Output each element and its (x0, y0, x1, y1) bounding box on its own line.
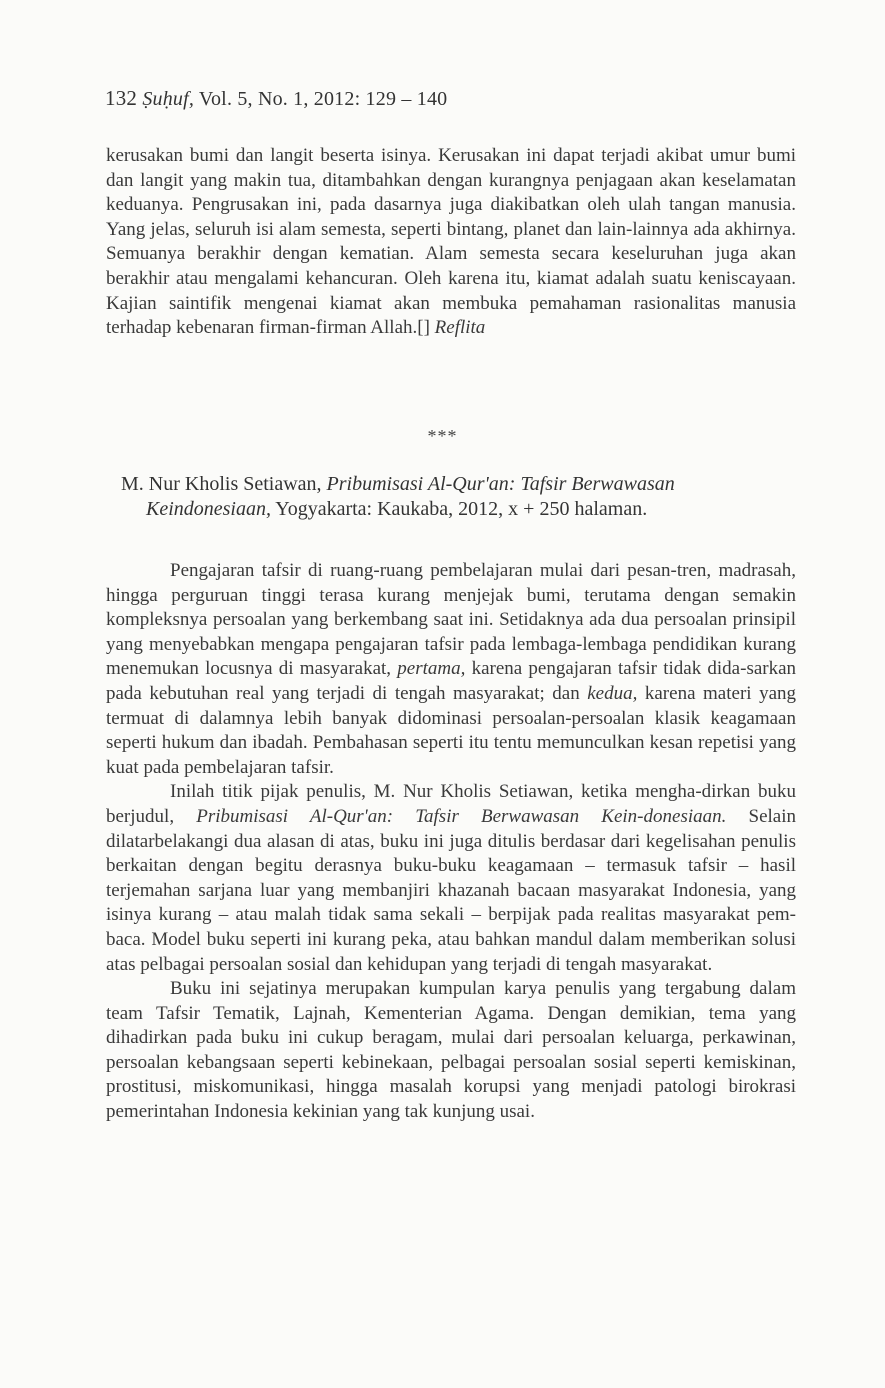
review-p2-text-a: Inilah titik pijak penulis, M. Nur Kholis Setiawan, ketika mengha-dirkan buku berjudul, (106, 781, 796, 827)
continued-paragraph-text: kerusakan bumi dan langit beserta isinya. Kerusakan ini dapat terjadi akibat umur bumi dan langit yang makin tua, ditambahkan dengan kurangnya penjagaan akan keselamatan keduanya. Pengrusakan ini, pada dasarnya juga diakibatkan oleh ulah tangan manusia. Yang jelas, seluruh isi alam semesta, seperti bintang, planet dan lain-lainnya ada akhirnya. Semuanya berakhir dengan kematian. Alam semesta secara keseluruhan juga akan berakhir atau mengalami kehancuran. Oleh karena itu, kiamat adalah suatu keniscayaan. Kajian saintifik mengenai kiamat akan membuka pemahaman rasionalitas manusia terhadap kebenaran firman-firman Allah.[] (106, 145, 796, 339)
volume-info: Vol. 5, No. 1, 2012: 129 – 140 (198, 88, 448, 110)
citation-title: Pribumisasi Al-Qur'an: Tafsir Berwawasan (326, 473, 675, 495)
section-separator: *** (427, 426, 458, 446)
review-p1-kedua: kedua, (587, 682, 638, 704)
review-p1-text-c: karena materi yang termuat di dalamnya lebih banyak didominasi persoalan-persoalan klasik keagamaan seperti hukum dan ibadah. Pembahasan seperti itu tentu memunculkan kesan repetisi yang kuat pada pembelajaran tafsir. (106, 682, 796, 778)
book-review (106, 559, 796, 1125)
review-p2-book-title: Pribumisasi Al-Qur'an: Tafsir Berwawasan Kein-donesiaan. (196, 805, 727, 827)
author-signature: Reflita (434, 317, 486, 339)
review-p1-text-b: karena pengajaran tafsir tidak dida-sarkan pada kebutuhan real yang terjadi di tengah masyarakat; dan (106, 658, 797, 704)
review-paragraph-2 (106, 780, 796, 977)
continued-paragraph (106, 144, 796, 341)
review-p2-text-b: Selain dilatarbelakangi dua alasan di atas, buku ini juga ditulis berdasar dari kegelisahan penulis berkaitan dengan begitu derasnya buku-buku keagamaan – termasuk tafsir – hasil terjemahan sarjana luar yang membanjiri khazanah bacaan masyarakat Indonesia, yang isinya kurang – atau malah tidak sama sekali – berpijak pada realitas masyarakat pem-baca. Model buku seperti ini kurang peka, atau bahkan mandul dalam memberikan solusi atas pelbagai persoalan sosial dan kehidupan yang terjadi di tengah masyarakat. (106, 805, 797, 975)
previous-article-ending (106, 144, 796, 341)
citation-second-line (121, 497, 801, 522)
review-paragraph-3: Buku ini sejatinya merupakan kumpulan karya penulis yang tergabung dalam team Tafsir Tematik, Lajnah, Kementerian Agama. Dengan demikian, tema yang dihadirkan pada buku ini cukup beragam, mulai dari persoalan keluarga, perkawinan, persoalan kebangsaan seperti kebinekaan, pelbagai persoalan sosial seperti kemiskinan, prostitusi, miskomunikasi, hingga masalah korupsi yang menjadi patologi birokrasi pemerintahan Indonesia kekinian yang tak kunjung usai. (106, 978, 796, 1123)
citation-author: M. Nur Kholis Setiawan, (121, 473, 322, 495)
review-paragraph-1 (106, 559, 796, 780)
running-head (105, 86, 447, 111)
review-p1-text-a: Pengajaran tafsir di ruang-ruang pembelajaran mulai dari pesan-tren, madrasah, hingga perguruan tinggi terasa kurang menjejak bumi, terutama dengan semakin kompleksnya persoalan yang berkembang saat ini. Setidaknya ada dua persoalan prinsipil yang menyebabkan mengapa pengajaran tafsir pada lembaga-lembaga pendidikan kurang menemukan locusnya di masyarakat, (106, 560, 796, 680)
page-number: 132 (105, 86, 138, 110)
journal-name: Ṣuḥuf, (142, 88, 195, 110)
citation-publication: Yogyakarta: Kaukaba, 2012, x + 250 halaman. (275, 498, 648, 520)
citation-title-continued: Keindonesiaan, (146, 498, 271, 520)
book-citation (121, 472, 801, 522)
review-p1-pertama: pertama, (397, 658, 466, 680)
